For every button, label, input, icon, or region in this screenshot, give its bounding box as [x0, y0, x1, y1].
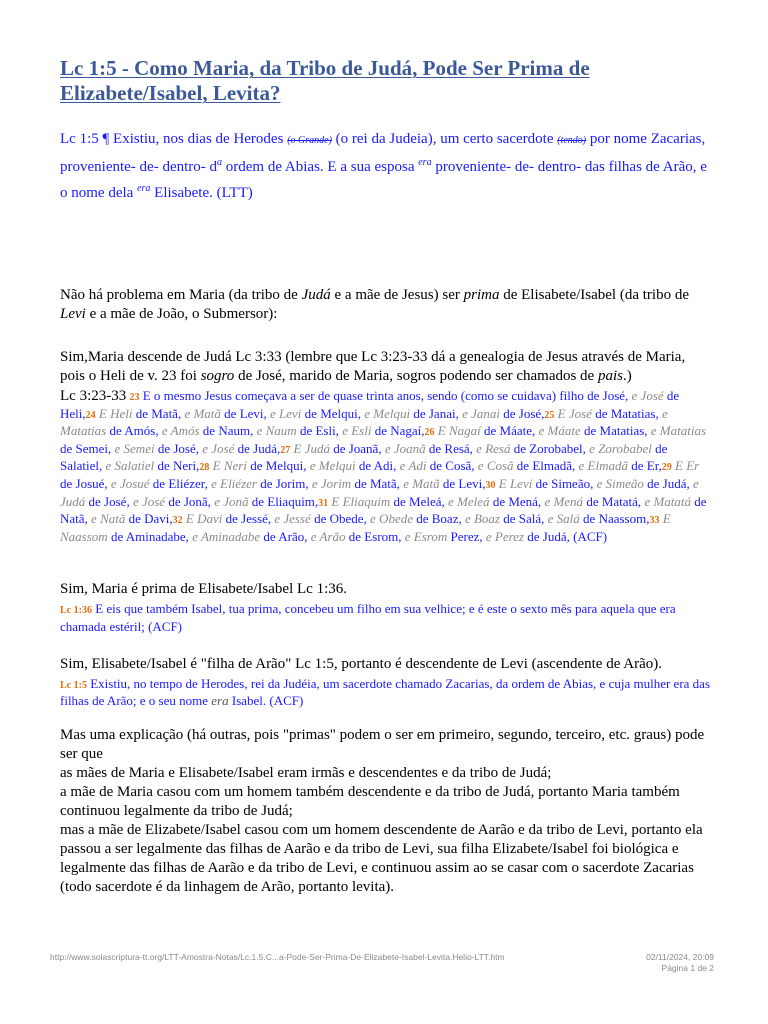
document-body: [60, 56, 712, 897]
verse-text: ordem de Abias. E a sua esposa: [222, 159, 419, 175]
verse-text: Elisabete. (LTT): [150, 185, 253, 201]
genealogy-ref: Lc 3:23-33: [60, 388, 127, 404]
explanation-line: as mães de Maria e Elisabete/Isabel eram irmãs e descendentes e da tribo de Judá;: [60, 764, 552, 781]
paragraph-explanation: [60, 726, 712, 897]
paragraph-prima: Sim, Maria é prima de Elisabete/Isabel Lc 1:36.: [60, 581, 347, 598]
paragraph-filha-de-arao: Sim, Elisabete/Isabel é "filha de Arão" Lc 1:5, portanto é descendente de Levi (ascendente de Arão).: [60, 655, 663, 672]
verse-text: por nome Zacarias, proveniente- de- dentro- d: [60, 131, 706, 175]
superscript-word: era: [137, 183, 151, 194]
struck-word: (tendo): [557, 135, 587, 146]
verse-text: (o rei da Judeia), um certo sacerdote: [331, 131, 558, 147]
verse-lc15: Lc 1:5 Existiu, no tempo de Herodes, rei da Judéia, um sacerdote chamado Zacarias, da ordem de Abias, e cuja mulher era das filhas de Arão; e o seu nome era Isabel. (ACF): [60, 675, 711, 709]
verse-text: proveniente- de- dentro- das filhas de Arão, e o nome dela: [60, 159, 707, 201]
superscript-word: era: [418, 157, 432, 168]
verse-lc136: Lc 1:36 E eis que também Isabel, tua prima, concebeu um filho em sua velhice; e é este o sexto mês para aquela que era chamada estéril; (ACF): [60, 601, 676, 634]
superscript-word: a: [217, 157, 223, 168]
footer-page-number: Página 1 de 2: [661, 963, 714, 973]
paragraph-maria-juda: Sim,Maria descende de Judá Lc 3:33 (lembre que Lc 3:23-33 dá a genealogia de Jesus através de Maria, pois o Heli de v. 23 foi sogro de José, marido de Maria, sogros podendo ser chamados de pais.): [60, 349, 686, 384]
page-title[interactable]: Lc 1:5 - Como Maria, da Tribo de Judá, Pode Ser Prima de Elizabete/Isabel, Levita?: [60, 56, 590, 105]
explanation-line: a mãe de Maria casou com um homem também descendente e da tribo de Judá, portanto Maria também continuou legalmente da tribo de Judá;: [60, 783, 680, 819]
verse-ltt: [60, 128, 712, 204]
footer-date: 02/11/2024, 20:09: [646, 952, 714, 962]
paragraph-intro: Não há problema em Maria (da tribo de Judá e a mãe de Jesus) ser prima de Elisabete/Isabel (da tribo de Levi e a mãe de João, o Submersor):: [60, 287, 689, 322]
footer-url: http://www.solascriptura-tt.org/LTT-Amostra-Notas/Lc.1.5.C...a-Pode-Ser-Prima-De-Elizabete-Isabel-Levita.Helio-LTT.htm: [50, 952, 505, 962]
struck-word: (o Grande): [287, 135, 332, 146]
genealogy-passage: Lc 3:23-33 23 E o mesmo Jesus começava a ser de quase trinta anos, sendo (como se cuidava) filho de José, e José de Heli,24 E Heli de Matã, e Matã de Levi, e Levi de Melqui, e Melqui de Janai, e Janai de José,25 E José de Matatias, e Matatias de Amós, e Amós de Naum, e Naum de Esli, e Esli de Nagaí,26 E Nagaí de Máate, e Máate de Matatias, e Matatias de Semei, e Semei de José, e José de Judá,27 E Judá de Joanã, e Joanã de Resá, e Resá de Zorobabel, e Zorobabel de Salatiel, e Salatiel de Neri,28 E Neri de Melqui, e Melqui de Adi, e Adi de Cosã, e Cosã de Elmadã, e Elmadã de Er,29 E Er de Josué, e Josué de Eliézer, e Eliézer de Jorim, e Jorim de Matã, e Matã de Levi,30 E Levi de Simeão, e Simeão de Judá, e Judá de José, e José de Jonã, e Jonã de Eliaquim,31 E Eliaquim de Meleá, e Meleá de Mená, e Mená de Matatá, e Matatá de Natã, e Natã de Davi,32 E Davi de Jessé, e Jessé de Obede, e Obede de Boaz, e Boaz de Salá, e Salá de Naassom,33 E Naassom de Aminadabe, e Aminadabe de Arão, e Arão de Esrom, e Esrom Perez, e Perez de Judá, (ACF): [60, 388, 707, 544]
explanation-line: mas a mãe de Elizabete/Isabel casou com um homem descendente de Aarão e da tribo de Levi, portanto ela passou a ser legalmente das filhas de Aarão e da tribo de Levi, sua filha Elizabete/Isabel foi biológica e legalmente das filhas de Aarão e da tribo de Levi, e continuou assim ao se casar com o sacerdote Zacarias (todo sacerdote é da linhagem de Arão, portanto levita).: [60, 821, 703, 895]
explanation-line: Mas uma explicação (há outras, pois "primas" podem o ser em primeiro, segundo, terceiro, etc. graus) pode ser que: [60, 726, 705, 762]
verse-text: Lc 1:5 ¶ Existiu, nos dias de Herodes: [60, 131, 288, 147]
verse-ref: Lc 1:36: [60, 605, 92, 617]
verse-ref: Lc 1:5: [60, 679, 87, 691]
